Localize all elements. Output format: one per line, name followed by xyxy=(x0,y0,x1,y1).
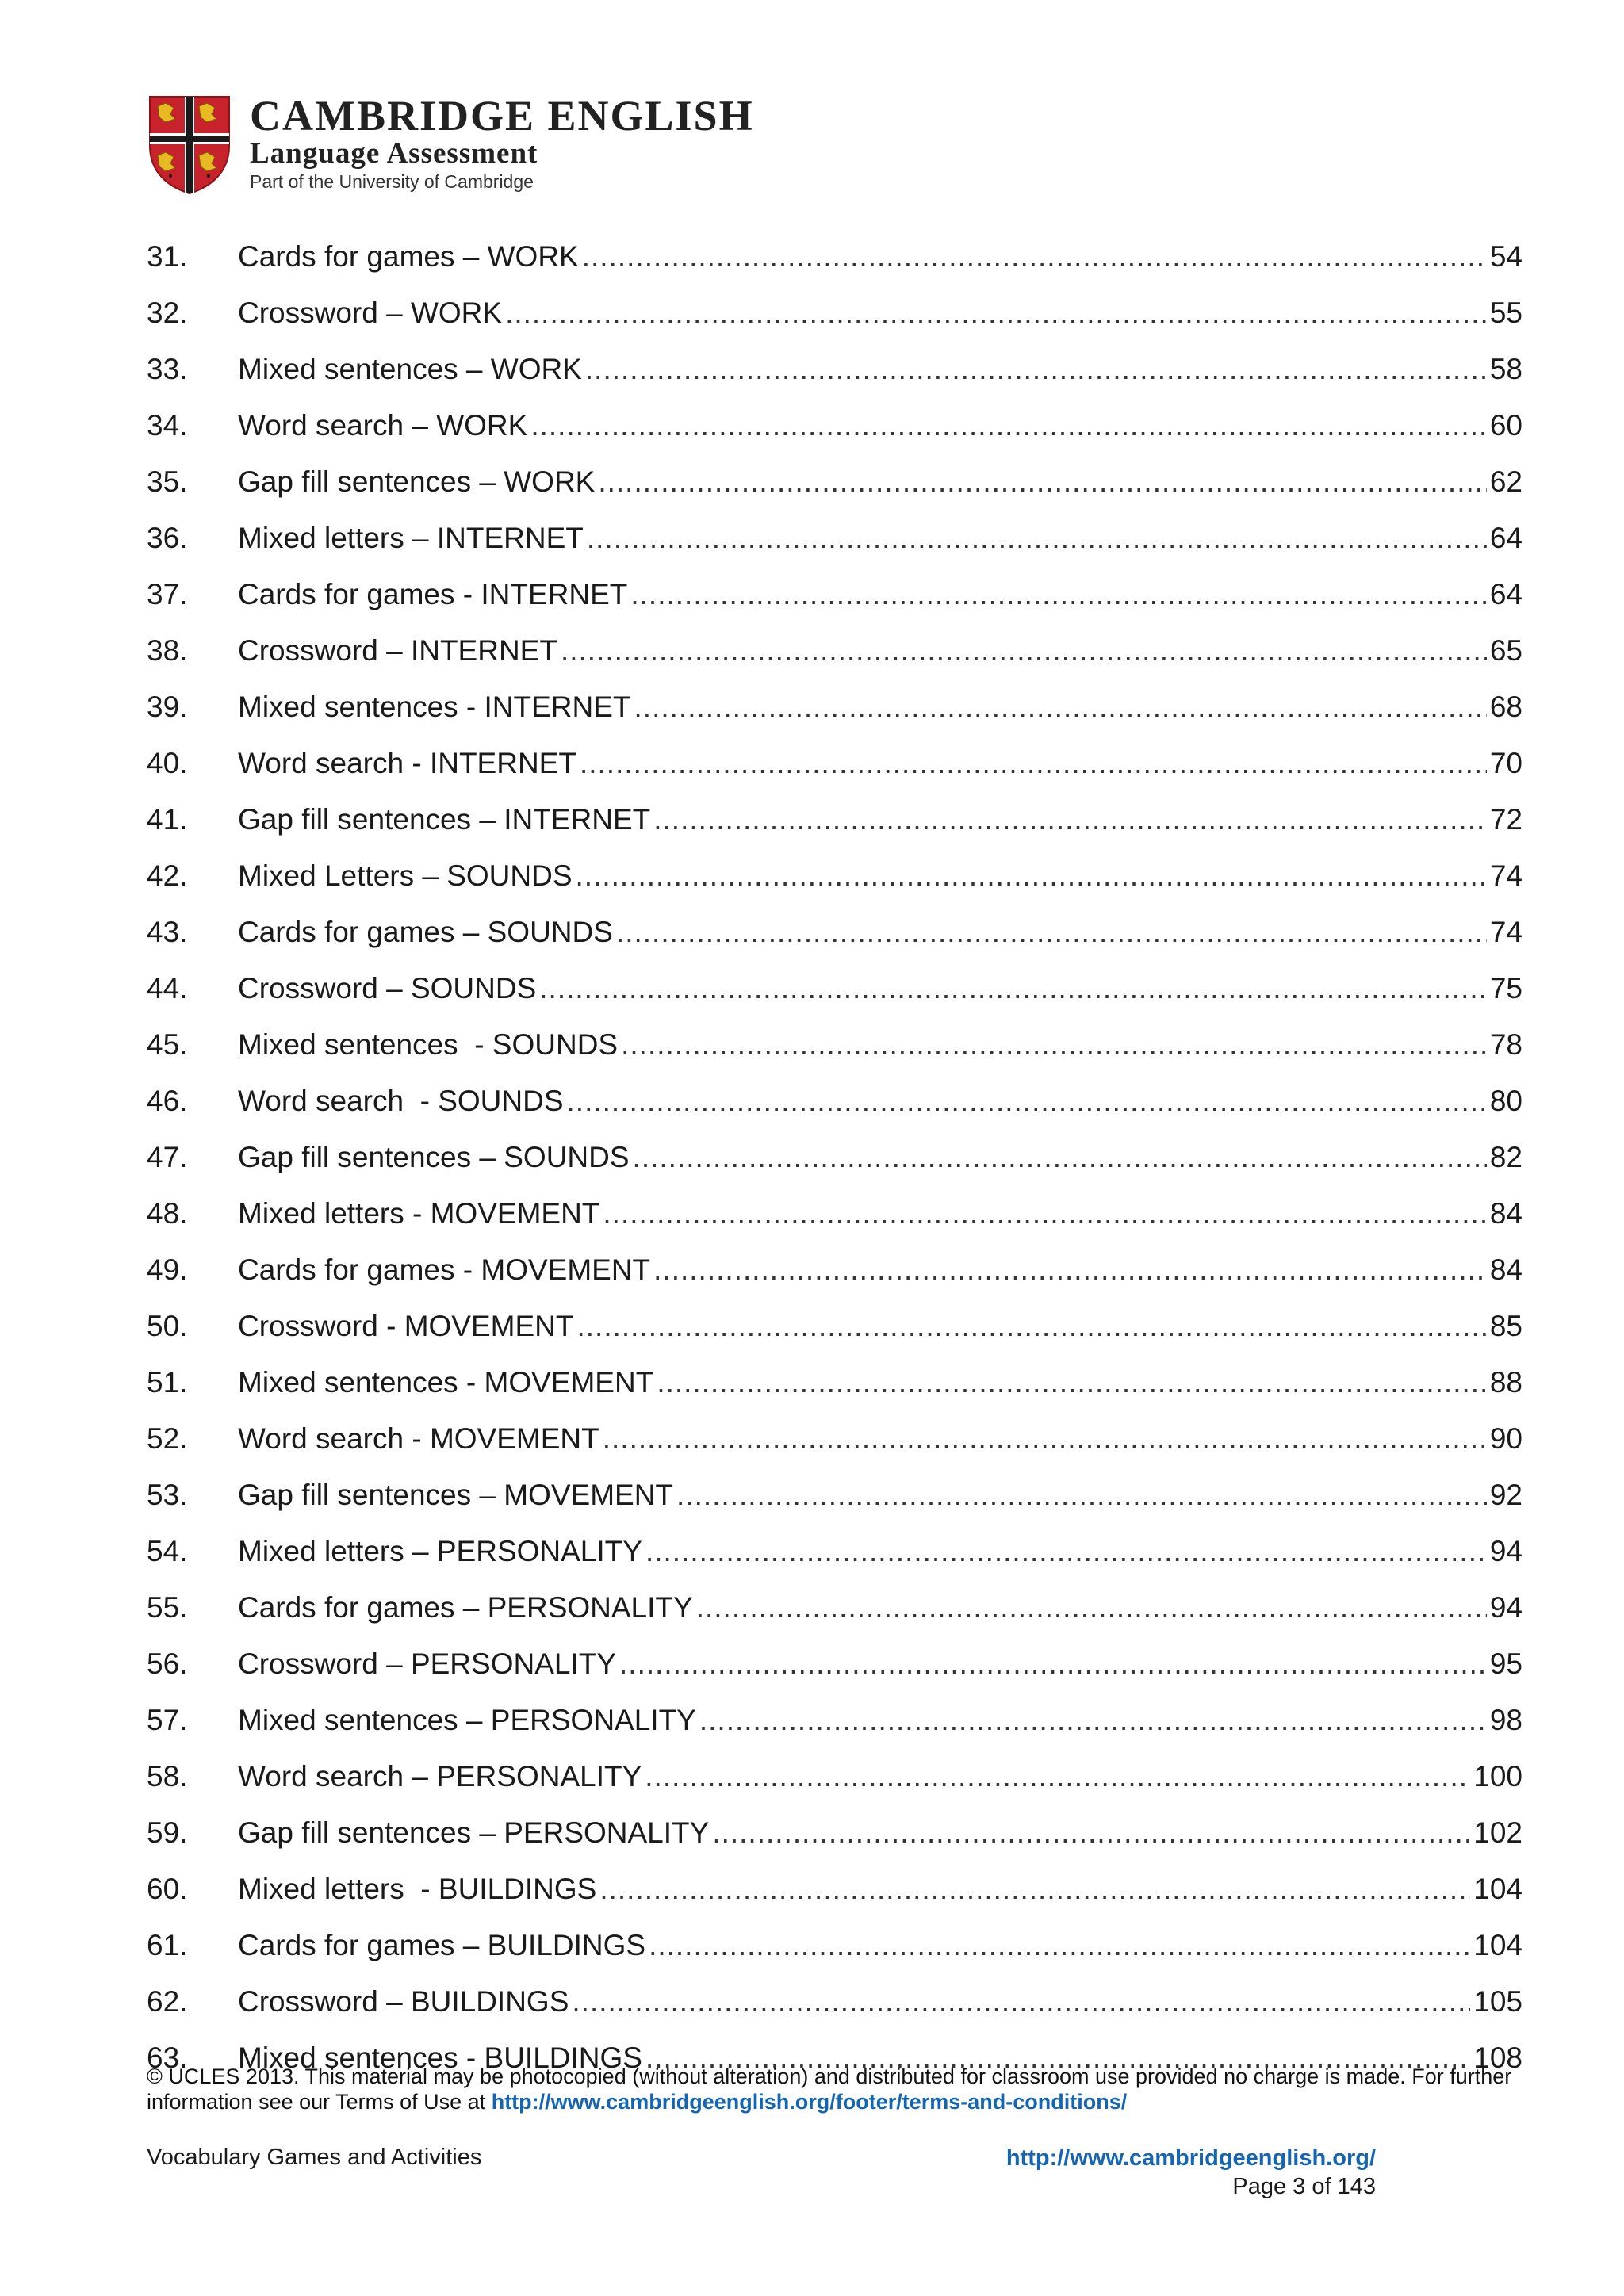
toc-entry-number: 56. xyxy=(147,1647,188,1680)
toc-entry-title: Word search - SOUNDS xyxy=(238,1084,564,1117)
footer-website-link[interactable]: http://www.cambridgeenglish.org/ xyxy=(1005,2145,1376,2171)
toc-entry-number: 52. xyxy=(147,1422,188,1455)
toc-entry[interactable] xyxy=(147,791,1522,848)
terms-link[interactable]: http://www.cambridgeenglish.org/footer/terms-and-conditions/ xyxy=(491,2090,1128,2114)
toc-entry-page: 65 xyxy=(1489,633,1522,667)
toc-dot-leader xyxy=(630,577,1486,612)
toc-entry-number: 55. xyxy=(147,1590,188,1624)
toc-entry-page: 82 xyxy=(1489,1140,1522,1173)
toc-entry-title: Mixed sentences – PERSONALITY xyxy=(238,1703,696,1736)
toc-entry-title: Cards for games – PERSONALITY xyxy=(238,1590,693,1624)
cambridge-crest-logo xyxy=(147,94,232,195)
toc-entry-page: 108 xyxy=(1473,2041,1522,2074)
toc-entry-number: 45. xyxy=(147,1027,188,1061)
toc-entry-title: Crossword - MOVEMENT xyxy=(238,1309,574,1342)
toc-entry-page: 94 xyxy=(1489,1590,1522,1624)
toc-entry-number: 32. xyxy=(147,296,188,329)
toc-entry[interactable] xyxy=(147,1973,1522,2030)
table-of-contents xyxy=(147,228,1522,2086)
toc-dot-leader xyxy=(712,1816,1470,1850)
toc-entry-title: Crossword – WORK xyxy=(238,296,503,329)
toc-entry[interactable] xyxy=(147,904,1522,960)
toc-entry-number: 44. xyxy=(147,971,188,1004)
toc-dot-leader xyxy=(634,690,1487,725)
toc-entry-title: Cards for games - MOVEMENT xyxy=(238,1253,651,1286)
toc-entry-title: Mixed sentences - SOUNDS xyxy=(238,1027,619,1061)
toc-entry-page: 64 xyxy=(1489,577,1522,610)
toc-entry-number: 40. xyxy=(147,746,188,779)
toc-dot-leader xyxy=(505,296,1487,331)
toc-dot-leader xyxy=(598,465,1487,499)
toc-dot-leader xyxy=(561,633,1487,668)
toc-entry-title: Word search – PERSONALITY xyxy=(238,1759,642,1793)
toc-entry-number: 38. xyxy=(147,633,188,667)
toc-entry[interactable] xyxy=(147,1185,1522,1242)
toc-entry-page: 85 xyxy=(1489,1309,1522,1342)
toc-entry-title: Gap fill sentences – PERSONALITY xyxy=(238,1816,710,1849)
toc-entry[interactable] xyxy=(147,1354,1522,1410)
toc-entry-title: Cards for games – BUILDINGS xyxy=(238,1928,646,1961)
toc-entry-page: 68 xyxy=(1489,690,1522,723)
toc-entry-page: 62 xyxy=(1489,465,1522,498)
toc-dot-leader xyxy=(653,802,1487,837)
toc-entry-title: Mixed sentences - INTERNET xyxy=(238,690,631,723)
toc-entry[interactable] xyxy=(147,1073,1522,1129)
brand-block xyxy=(250,94,754,193)
toc-entry-title: Crossword – PERSONALITY xyxy=(238,1647,617,1680)
toc-entry[interactable] xyxy=(147,285,1522,341)
toc-dot-leader xyxy=(645,1759,1470,1794)
toc-dot-leader xyxy=(567,1084,1487,1119)
toc-entry-title: Mixed Letters – SOUNDS xyxy=(238,859,573,892)
toc-dot-leader xyxy=(576,1309,1486,1344)
toc-entry-title: Crossword – BUILDINGS xyxy=(238,1984,569,2018)
toc-entry-page: 105 xyxy=(1473,1984,1522,2018)
toc-entry-title: Word search - INTERNET xyxy=(238,746,576,779)
toc-entry-number: 51. xyxy=(147,1365,188,1399)
toc-entry-title: Cards for games – SOUNDS xyxy=(238,915,613,948)
toc-entry-page: 72 xyxy=(1489,802,1522,836)
toc-entry-number: 33. xyxy=(147,352,188,385)
brand-name: CAMBRIDGE ENGLISH xyxy=(250,92,754,140)
toc-entry-number: 60. xyxy=(147,1872,188,1905)
toc-dot-leader xyxy=(599,1872,1470,1907)
toc-entry-page: 84 xyxy=(1489,1253,1522,1286)
toc-dot-leader xyxy=(649,1928,1470,1963)
toc-entry-page: 100 xyxy=(1473,1759,1522,1793)
toc-entry-title: Cards for games – WORK xyxy=(238,239,579,273)
toc-entry[interactable] xyxy=(147,622,1522,679)
toc-dot-leader xyxy=(633,1140,1487,1175)
toc-entry-title: Gap fill sentences – INTERNET xyxy=(238,802,651,836)
toc-entry[interactable] xyxy=(147,960,1522,1016)
toc-entry-page: 74 xyxy=(1489,859,1522,892)
toc-entry-page: 92 xyxy=(1489,1478,1522,1511)
toc-entry-page: 54 xyxy=(1489,239,1522,273)
toc-dot-leader xyxy=(696,1590,1487,1625)
toc-entry[interactable] xyxy=(147,341,1522,397)
toc-dot-leader xyxy=(539,971,1487,1006)
toc-dot-leader xyxy=(699,1703,1487,1738)
toc-entry-page: 78 xyxy=(1489,1027,1522,1061)
toc-dot-leader xyxy=(576,859,1487,894)
toc-entry-page: 98 xyxy=(1489,1703,1522,1736)
toc-entry-title: Gap fill sentences – MOVEMENT xyxy=(238,1478,674,1511)
toc-entry-title: Cards for games - INTERNET xyxy=(238,577,628,610)
toc-entry-number: 36. xyxy=(147,521,188,554)
toc-dot-leader xyxy=(603,1196,1486,1231)
toc-dot-leader xyxy=(582,239,1487,274)
toc-entry-number: 63. xyxy=(147,2041,188,2074)
toc-entry[interactable] xyxy=(147,1636,1522,1692)
toc-entry[interactable] xyxy=(147,228,1522,285)
toc-entry[interactable] xyxy=(147,1129,1522,1185)
toc-entry-title: Crossword – INTERNET xyxy=(238,633,557,667)
toc-entry-page: 88 xyxy=(1489,1365,1522,1399)
toc-entry-page: 80 xyxy=(1489,1084,1522,1117)
toc-dot-leader xyxy=(657,1365,1487,1400)
toc-entry-number: 41. xyxy=(147,802,188,836)
toc-dot-leader xyxy=(572,1984,1470,2019)
toc-entry-page: 58 xyxy=(1489,352,1522,385)
toc-entry-number: 46. xyxy=(147,1084,188,1117)
toc-entry-number: 48. xyxy=(147,1196,188,1230)
toc-entry-page: 70 xyxy=(1489,746,1522,779)
toc-entry-page: 104 xyxy=(1473,1928,1522,1961)
toc-entry-title: Mixed letters - MOVEMENT xyxy=(238,1196,600,1230)
toc-dot-leader xyxy=(645,1534,1487,1569)
toc-entry-title: Word search – WORK xyxy=(238,408,528,442)
page-header xyxy=(147,94,754,197)
toc-entry[interactable] xyxy=(147,735,1522,791)
page-number: Page 3 of 143 xyxy=(1232,2174,1376,2199)
toc-entry-number: 54. xyxy=(147,1534,188,1567)
toc-entry-title: Gap fill sentences – SOUNDS xyxy=(238,1140,630,1173)
toc-dot-leader xyxy=(585,352,1487,387)
brand-affiliation: Part of the University of Cambridge xyxy=(250,171,534,192)
toc-entry-page: 95 xyxy=(1489,1647,1522,1680)
toc-dot-leader xyxy=(621,1027,1487,1062)
copyright-notice xyxy=(147,2064,1526,2114)
toc-dot-leader xyxy=(619,1647,1487,1682)
toc-entry[interactable] xyxy=(147,1410,1522,1467)
toc-entry[interactable] xyxy=(147,1804,1522,1861)
copyright-text: © UCLES 2013. This material may be photocopied (without alteration) and distributed for classroom use provided no charge is made. For further information see our Terms of Use at xyxy=(147,2064,1512,2114)
toc-dot-leader xyxy=(530,408,1487,443)
toc-entry-title: Word search - MOVEMENT xyxy=(238,1422,599,1455)
toc-entry[interactable] xyxy=(147,1748,1522,1804)
toc-entry-page: 102 xyxy=(1473,1816,1522,1849)
toc-entry-number: 43. xyxy=(147,915,188,948)
toc-entry-number: 59. xyxy=(147,1816,188,1849)
toc-entry[interactable] xyxy=(147,1692,1522,1748)
toc-entry-page: 75 xyxy=(1489,971,1522,1004)
footer-document-title: Vocabulary Games and Activities xyxy=(147,2145,482,2170)
toc-entry-page: 90 xyxy=(1489,1422,1522,1455)
toc-dot-leader xyxy=(580,746,1487,781)
brand-subtitle: Language Assessment xyxy=(250,137,538,170)
toc-entry-number: 57. xyxy=(147,1703,188,1736)
toc-entry[interactable] xyxy=(147,848,1522,904)
toc-entry-title: Mixed sentences - MOVEMENT xyxy=(238,1365,654,1399)
toc-entry-page: 94 xyxy=(1489,1534,1522,1567)
toc-entry[interactable] xyxy=(147,566,1522,622)
toc-entry[interactable] xyxy=(147,1298,1522,1354)
toc-entry[interactable] xyxy=(147,1861,1522,1917)
toc-entry[interactable] xyxy=(147,1242,1522,1298)
toc-entry-page: 64 xyxy=(1489,521,1522,554)
toc-entry-page: 74 xyxy=(1489,915,1522,948)
toc-entry[interactable] xyxy=(147,1016,1522,1073)
toc-dot-leader xyxy=(616,915,1487,950)
toc-entry-number: 37. xyxy=(147,577,188,610)
toc-entry-number: 58. xyxy=(147,1759,188,1793)
toc-entry-title: Mixed letters – INTERNET xyxy=(238,521,584,554)
toc-dot-leader xyxy=(676,1478,1487,1513)
toc-entry[interactable] xyxy=(147,1467,1522,1523)
toc-entry-number: 42. xyxy=(147,859,188,892)
toc-entry[interactable] xyxy=(147,679,1522,735)
toc-dot-leader xyxy=(587,521,1487,556)
toc-entry[interactable] xyxy=(147,1579,1522,1636)
toc-entry-title: Mixed sentences – WORK xyxy=(238,352,582,385)
toc-entry-number: 35. xyxy=(147,465,188,498)
toc-entry-title: Mixed letters - BUILDINGS xyxy=(238,1872,597,1905)
toc-entry-number: 62. xyxy=(147,1984,188,2018)
toc-dot-leader xyxy=(653,1253,1487,1288)
toc-entry-title: Crossword – SOUNDS xyxy=(238,971,537,1004)
toc-entry[interactable] xyxy=(147,453,1522,510)
footer-right xyxy=(1006,2144,1376,2201)
toc-entry-title: Gap fill sentences – WORK xyxy=(238,465,596,498)
toc-entry-number: 47. xyxy=(147,1140,188,1173)
toc-entry-number: 34. xyxy=(147,408,188,442)
toc-entry-number: 31. xyxy=(147,239,188,273)
toc-entry-page: 84 xyxy=(1489,1196,1522,1230)
toc-entry-title: Mixed sentences - BUILDINGS xyxy=(238,2041,642,2074)
toc-entry[interactable] xyxy=(147,510,1522,566)
toc-entry-number: 50. xyxy=(147,1309,188,1342)
toc-entry-number: 49. xyxy=(147,1253,188,1286)
toc-entry[interactable] xyxy=(147,1523,1522,1579)
toc-entry-page: 104 xyxy=(1473,1872,1522,1905)
toc-entry-page: 60 xyxy=(1489,408,1522,442)
toc-entry-number: 53. xyxy=(147,1478,188,1511)
toc-entry-number: 39. xyxy=(147,690,188,723)
toc-entry-title: Mixed letters – PERSONALITY xyxy=(238,1534,642,1567)
toc-entry[interactable] xyxy=(147,1917,1522,1973)
toc-entry-page: 55 xyxy=(1489,296,1522,329)
toc-dot-leader xyxy=(603,1422,1487,1456)
toc-entry-number: 61. xyxy=(147,1928,188,1961)
toc-entry[interactable] xyxy=(147,397,1522,453)
